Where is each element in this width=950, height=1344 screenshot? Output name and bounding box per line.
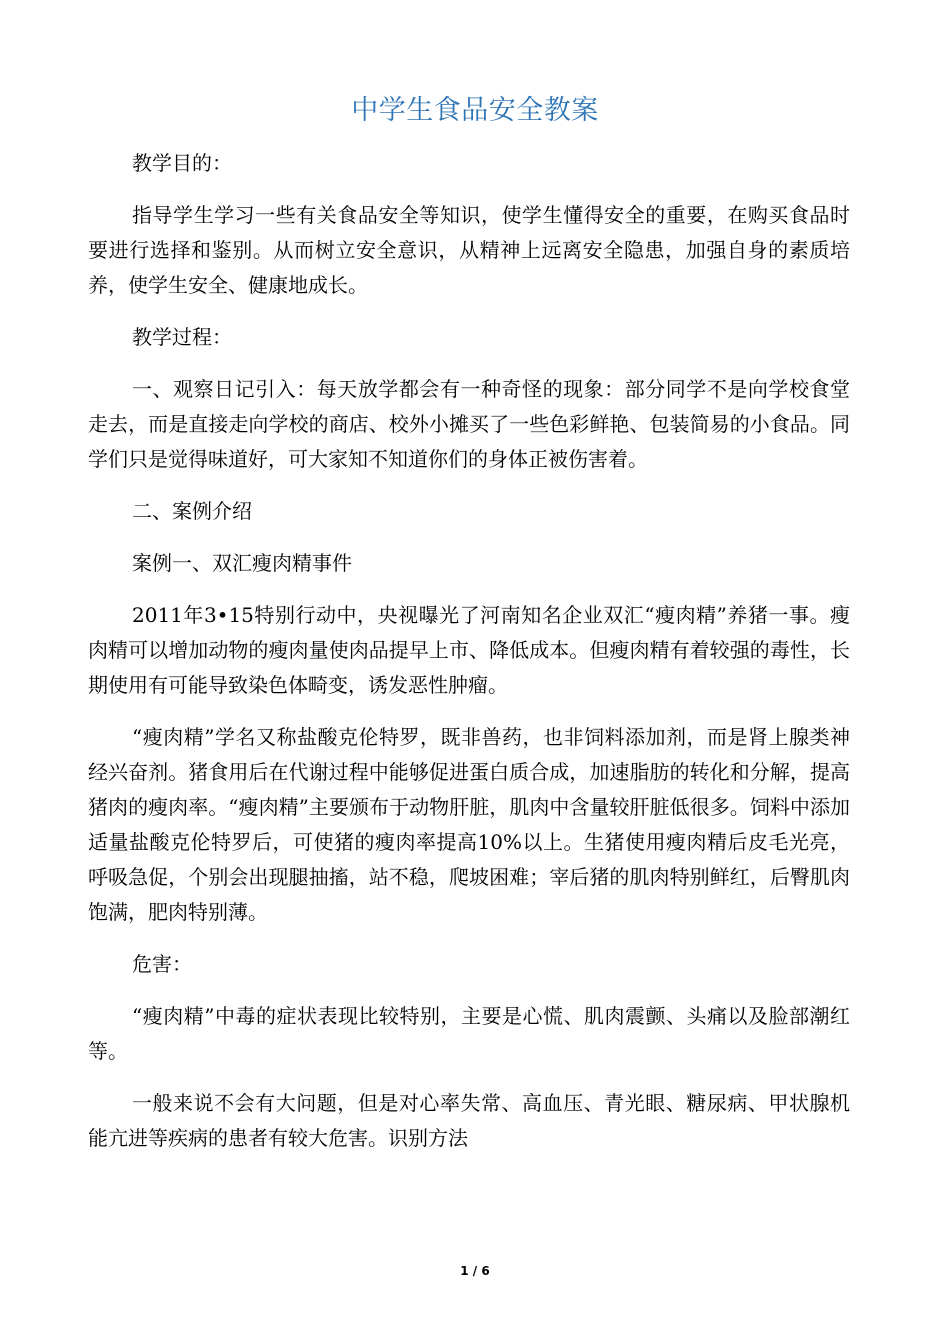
paragraph-risk-groups: 一般来说不会有大问题，但是对心率失常、高血压、青光眼、糖尿病、甲状腺机能亢进等疾病的患者有较大危害。识别方法 (88, 1091, 850, 1150)
paragraph-observation-intro: 一、观察日记引入：每天放学都会有一种奇怪的现象：部分同学不是向学校食堂走去，而是直接走向学校的商店、校外小摊买了一些色彩鲜艳、包装简易的小食品。同学们只是觉得味道好，可大家知不知道你们的身体正被伤害着。 (88, 377, 850, 471)
paragraph-teaching-goal-heading: 教学目的： (132, 151, 232, 175)
page-indicator: 1 / 6 (460, 1264, 490, 1278)
paragraph-poisoning-symptoms: “瘦肉精”中毒的症状表现比较特别，主要是心慌、肌肉震颤、头痛以及脸部潮红等。 (88, 1004, 850, 1063)
paragraph-harm-heading: 危害： (132, 952, 192, 976)
paragraph-teaching-goal: 指导学生学习一些有关食品安全等知识，使学生懂得安全的重要，在购买食品时要进行选择和鉴别。从而树立安全意识，从精神上远离安全隐患，加强自身的素质培养，使学生安全、健康地成长。 (88, 203, 850, 297)
document-body (88, 146, 850, 1173)
paragraph-case-intro-heading: 二、案例介绍 (132, 499, 252, 523)
paragraph-teaching-process-heading: 教学过程： (132, 325, 232, 349)
document-title: 中学生食品安全教案 (351, 95, 599, 126)
paragraph-clenbuterol-description: “瘦肉精”学名又称盐酸克伦特罗，既非兽药，也非饲料添加剂，而是肾上腺类神经兴奋剂。猪食用后在代谢过程中能够促进蛋白质合成，加速脂肪的转化和分解，提高猪肉的瘦肉率。“瘦肉精”主要颁布于动物肝脏，肌肉中含量较肝脏低很多。饲料中添加适量盐酸克伦特罗后，可使猪的瘦肉率提高10%以上。生猪使用瘦肉精后皮毛光亮，呼吸急促，个别会出现腿抽搐，站不稳，爬坡困难；宰后猪的肌肉特别鲜红，后臀肌肉饱满，肥肉特别薄。 (88, 725, 850, 924)
paragraph-case-one-event: 2011年3•15特别行动中，央视曝光了河南知名企业双汇“瘦肉精”养猪一事。瘦肉精可以增加动物的瘦肉量使肉品提早上市、降低成本。但瘦肉精有着较强的毒性，长期使用有可能导致染色体畸变，诱发恶性肿瘤。 (88, 603, 850, 697)
paragraph-case-one-heading: 案例一、双汇瘦肉精事件 (132, 551, 352, 575)
